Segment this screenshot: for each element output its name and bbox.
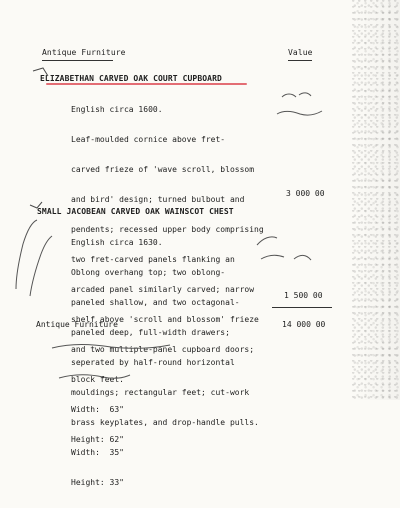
item-2-line-1: English circa 1630. (71, 238, 163, 247)
item-1-line-5: pendents; recessed upper body comprising (71, 225, 264, 234)
item-body-2 (71, 218, 259, 508)
item-2-line-3: paneled shallow, and two octagonal- (71, 298, 240, 307)
item-1-line-4: and bird' design; turned bulbout and (71, 195, 245, 204)
item-1-line-8: shelf above 'scroll and blossom' frieze (71, 315, 259, 324)
item-1-line-7: arcaded panel similarly carved; narrow (71, 285, 255, 294)
item-1-line-12: Height: 62" (71, 435, 124, 444)
header-right: Value (288, 48, 313, 57)
handwritten-annotation-top-right-2 (277, 111, 322, 115)
item-2-line-9: Height: 33" (71, 478, 124, 487)
item-value-2: 1 500 00 (284, 291, 323, 300)
item-2-line-6: mouldings; rectangular feet; cut-work (71, 388, 250, 397)
item-title-2: SMALL JACOBEAN CARVED OAK WAINSCOT CHEST (37, 207, 234, 216)
header-left-rule (42, 60, 113, 61)
item-2-line-2: Oblong overhang top; two oblong- (71, 268, 226, 277)
item-2-line-4: paneled deep, full-width drawers; (71, 328, 230, 337)
item-value-1: 3 000 00 (286, 189, 325, 198)
handwritten-annotation-right-middle-3 (294, 255, 311, 260)
item-1-line-2: Leaf-moulded cornice above fret- (71, 135, 226, 144)
header-right-rule (288, 60, 312, 61)
item-1-line-3: carved frieze of 'wave scroll, blossom (71, 165, 255, 174)
item-2-line-8: Width: 35" (71, 448, 124, 457)
item-1-line-10: block feet. (71, 375, 124, 384)
item-1-line-1: English circa 1600. (71, 105, 163, 114)
footer-rule (272, 307, 332, 308)
footer-label: Antique Furniture (36, 320, 118, 329)
header-left: Antique Furniture (42, 48, 126, 57)
handwritten-annotation-left-1 (16, 220, 37, 289)
handwritten-annotation-right-middle-2 (261, 255, 284, 259)
item-title-1: ELIZABETHAN CARVED OAK COURT CUPBOARD (40, 74, 222, 83)
handwritten-annotation-top-right-1 (282, 93, 311, 97)
item-1-line-6: two fret-carved panels flanking an (71, 255, 235, 264)
handwritten-annotation-left-2 (30, 236, 52, 296)
footer-value: 14 000 00 (282, 320, 326, 329)
item-2-line-5: seperated by half-round horizontal (71, 358, 235, 367)
item-1-line-11: Width: 63" (71, 405, 124, 414)
item-2-line-7: brass keyplates, and drop-handle pulls. (71, 418, 259, 427)
item-1-line-9: and two multiple-panel cupboard doors; (71, 345, 255, 354)
scan-edge-noise (352, 0, 400, 400)
